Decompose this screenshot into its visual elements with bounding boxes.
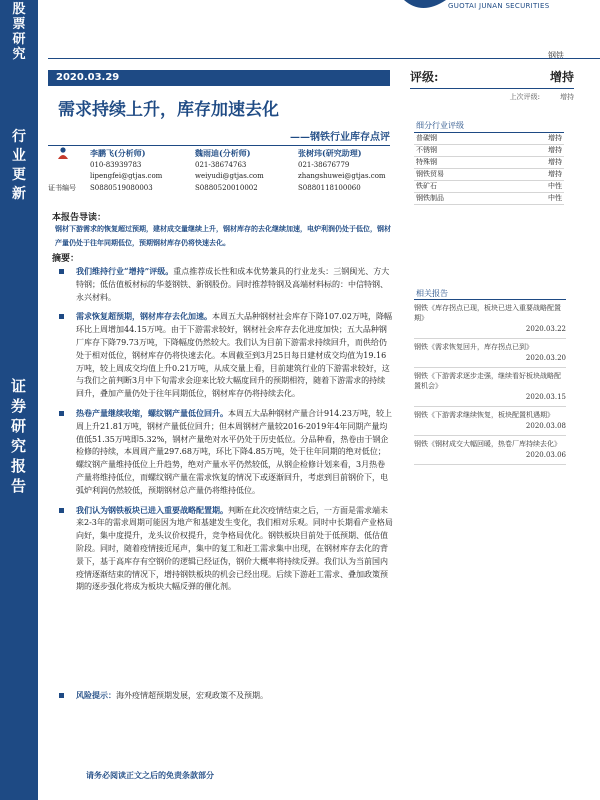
related-report-link[interactable]: 钢铁《库存拐点已现，板块已进入重要战略配置期》 [414,304,561,322]
rating-value: 增持 [549,70,574,84]
author-email[interactable]: zhangshuwei@gtjas.com [298,172,386,180]
related-report-date: 2020.03.15 [414,391,566,407]
brand-name: GUOTAI JUNAN SECURITIES [448,2,550,10]
related-report-date: 2020.03.08 [414,420,566,436]
author-email[interactable]: weiyudi@gtjas.com [195,172,264,180]
author-phone: 021-38674763 [195,160,247,169]
point-body: 本周五大品种钢材产量合计914.23万吨，较上周上升21.81万吨，钢材产量低位回升；但本周钢材产量较2016-2019年4年同期产量均值低51.35万吨即5.32%，钢材产量绝对水平仍处于历史低位。分品种看，热卷由于钢企检修的持续，本周周产量297.68万吨，环比下降4.85万吨，处于往年同期的绝对低位；螺纹钢产量维持低位上升趋势，绝对产量水平仍然较低，从钢企检修计划来看，3月热卷产量将维持低位，而螺纹钢产量在需求恢复的情况下或逐渐回升，考虑到目前钢价下，电弧炉利润仍然较低，预期钢材总产量仍将维持低位。 [76,408,392,495]
author-2 [195,148,264,194]
industry-rating: 中性 [548,182,562,190]
industry-name: 钢铁制品 [416,194,444,202]
risk-note [48,689,393,709]
industry-name: 特殊钢 [416,158,437,166]
previous-rating-label: 上次评级: [509,93,540,101]
point-lead: 需求恢复超预期，钢材库存去化加速。 [76,311,212,322]
author-name: 李鹏飞(分析师) [90,148,146,158]
table-row [414,181,564,193]
sidebar [0,0,38,800]
sub-industry-table [414,132,564,205]
summary-point [48,689,393,703]
industry-name: 普碳钢 [416,134,437,142]
risk-label: 风险提示： [76,690,116,700]
author-cert: S0880520010002 [195,183,258,192]
cert-label: 证书编号 [48,183,76,192]
industry-rating: 中性 [548,194,562,202]
summary-point [48,504,393,595]
author-3 [298,148,386,194]
report-subtitle: ——钢铁行业库存点评 [290,132,390,143]
rating-label: 评级: [410,70,439,84]
author-phone: 010-83939783 [90,160,142,169]
report-title: 需求持续上升，库存加速去化 [58,100,279,120]
related-report-date: 2020.03.20 [414,352,566,368]
sidebar-top-label: 股票研究 [12,2,26,62]
disclaimer-footer: 请务必阅读正文之后的免责条款部分 [86,770,214,780]
point-lead: 我们维持行业“增持”评级。 [76,266,174,276]
related-report-link[interactable]: 钢铁《下游需求逐步走强，继续看好板块战略配置机会》 [414,372,561,390]
related-report-date: 2020.03.22 [414,323,566,339]
industry-rating: 增持 [548,134,562,142]
point-body: 重点推荐成长性和成本优势兼具的行业龙头：三钢闽光、方大特钢；低估值板材标的华菱钢铁、新钢股份。同时推荐特钢及高端材料标的：中信特钢、永兴材料。 [76,267,390,302]
guide-heading: 本报告导读： [52,213,107,223]
sector-tag: 钢铁 [548,51,564,60]
related-report-date: 2020.03.06 [414,449,566,465]
point-lead: 我们认为钢铁板块已进入重要战略配置期。 [76,504,228,515]
industry-name: 铁矿石 [416,182,437,190]
author-1 [90,148,162,194]
authors-divider [48,145,390,146]
author-name: 魏雨迪(分析师) [195,148,251,158]
summary-point [48,265,393,304]
author-email[interactable]: lipengfei@gtjas.com [90,172,163,180]
industry-name: 不锈钢 [416,146,437,154]
related-reports-title: 相关报告 [416,289,448,298]
summary-point [48,310,393,401]
table-row [414,193,564,205]
header-divider [48,58,600,59]
sidebar-mid-label: 行业更新 [12,129,26,202]
industry-name: 钢铁贸易 [416,170,444,178]
point-body: 判断在此次疫情结束之后，一方面是需求端未来2-3年的需求周期可能因为地产和基建发生变化，我们相对乐观。同时中长期看产业格局向好，集中度提升，龙头议价权提升，竞争格局优化。钢铁板块目前处于低预期、低估值阶段。同时，随着疫情接近尾声，集中的复工和赶工需求集中出现，在钢材库存去化的背景下，基于高库存有空钢价的逻辑已经证伪，钢价大概率将持续反弹。我们认为当前国内疫情逐渐结束的情况下，增持钢铁板块的机会已经出现。后续下游赶工需求、叠加政策预期的逐步强化将成为板块大幅反弹的催化剂。 [76,505,393,592]
author-cert: S0880519080003 [90,183,153,192]
author-name: 张树玮(研究助理) [298,148,362,158]
related-report-link[interactable]: 钢铁《钢材成交大幅回暖，热卷厂库持续去化》 [414,440,561,448]
summary-heading: 摘要： [52,254,80,264]
related-report-link[interactable]: 钢铁《需求恢复回升，库存拐点已到》 [414,343,533,351]
industry-rating: 增持 [548,170,562,178]
guide-text: 钢材下游需求的恢复超过预期，建材成交量继续上升，钢材库存的去化继续加速，电炉利润仍处于低位，钢材产量仍处于往年同期低位，预期钢材库存仍将快速去化。 [55,224,391,247]
author-phone: 021-38676779 [298,160,350,169]
summary-list [48,265,393,600]
point-body: 本周五大品种钢材社会库存下降107.02万吨，降幅环比上周增加44.15万吨。由于下游需求较好，钢材社会库存去化进度加快；五大品种钢厂库存下降79.73万吨，下降幅度仍然较大。我们认为目前下游需求持续回升，而供给仍处于相对低位，钢材库存仍将快速去化。本周截至到3月25日每日建材成交均值为19.16万吨，较上周成交均值上升0.21万吨，从成交量上看，目前建筑行业的下游需求较好，这与我们之前判断3月中下旬需求会迎来比较大幅度回升的预期相符，随着下游需求的持续回升，叠加产量仍处于往年同期低位，钢材库存仍将持续去化。 [76,312,392,399]
table-row [414,145,564,157]
author-cert: S0880118100060 [298,183,361,192]
point-lead: 热卷产量继续收缩，螺纹钢产量低位回升。 [76,407,228,418]
risk-text: 海外疫情超预期发展，宏观政策不及预期。 [116,691,268,700]
industry-rating: 增持 [548,158,562,166]
sub-industry-title: 细分行业评级 [416,121,464,130]
industry-rating: 增持 [548,146,562,154]
report-date: 2020.03.29 [48,70,390,86]
summary-point [48,407,393,498]
person-icon [58,147,68,159]
table-row [414,169,564,181]
rating-panel [410,68,574,102]
sidebar-bottom-label: 证券研究报告 [10,377,26,495]
related-report-link[interactable]: 钢铁《下游需求继续恢复，板块配置机遇期》 [414,411,554,419]
table-row [414,133,564,145]
previous-rating-value: 增持 [560,93,574,101]
table-row [414,157,564,169]
related-reports-list [414,299,566,465]
